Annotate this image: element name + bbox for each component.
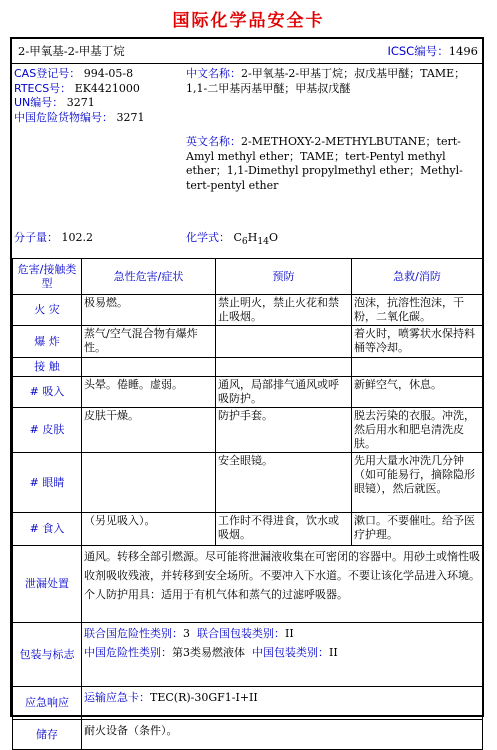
row-symptoms: （另见吸入）。: [82, 513, 216, 546]
row-prevention: 安全眼镜。: [216, 453, 352, 513]
row-type: # 眼睛: [13, 453, 82, 513]
formula-o: O: [269, 231, 279, 244]
emergency-info: [82, 687, 483, 720]
hazard-row-eyes: [13, 453, 483, 513]
row-symptoms: 头晕。倦睡。虚弱。: [82, 377, 216, 408]
formula-label: 化学式：: [186, 231, 230, 244]
en-name-label: 英文名称：: [186, 135, 241, 148]
cn-danger-row: [14, 111, 184, 126]
un-label: UN编号：: [14, 96, 64, 109]
cn-classification: [84, 643, 480, 662]
col-header-first-aid: 急救/消防: [352, 259, 483, 295]
packaging-info: [82, 623, 483, 687]
packaging-label: 包装与标志: [13, 623, 82, 687]
un-classification: [84, 624, 480, 643]
identifiers-section: [12, 64, 482, 220]
row-prevention: 工作时不得进食，饮水或吸烟。: [216, 513, 352, 546]
row-prevention: [216, 326, 352, 358]
row-symptoms: 皮肤干燥。: [82, 408, 216, 453]
chemical-name: 2-甲氧基-2-甲基丁烷: [18, 44, 125, 58]
cn-danger-label: 中国危险货物编号：: [14, 110, 113, 124]
row-type: 爆 炸: [13, 326, 82, 358]
molecular-weight: [14, 229, 93, 245]
properties-row: [12, 220, 482, 259]
col-header-symptoms: 急性危害/症状: [82, 259, 216, 295]
emergency-card-value: TEC(R)-30GF1-I+II: [150, 691, 258, 704]
un-pack-value: II: [285, 627, 294, 640]
cn-name-value: 2-甲氧基-2-甲基丁烷；叔戊基甲醚；TAME；1,1-二甲基丙基甲醚；甲基叔戊醚: [186, 67, 466, 95]
row-type: # 食入: [13, 513, 82, 546]
un-pack-label: 联合国包装类别：: [197, 627, 285, 640]
cn-class-label: 中国危险性类别：: [84, 646, 172, 659]
rtecs-row: [14, 82, 184, 97]
formula-c-sub: 6: [241, 236, 248, 248]
en-name-value: 2-METHOXY-2-METHYLBUTANE；tert-Amyl methyl ether；TAME；tert-Pentyl methyl ether；1,1-Dimethyl propylmethyl ether；Methyl-tert-pentyl ether: [186, 135, 463, 192]
packaging-row: [13, 623, 483, 687]
storage-row: [13, 720, 483, 750]
cn-name-label: 中文名称：: [186, 67, 241, 80]
un-value: 3271: [66, 96, 95, 109]
cn-pack-label: 中国包装类别：: [252, 646, 329, 659]
cn-class-value: 第3类易燃液体: [172, 646, 245, 659]
icsc-number: [387, 43, 478, 59]
card-title: 国际化学品安全卡: [172, 11, 325, 31]
row-first-aid: 脱去污染的衣服。冲洗，然后用水和肥皂清洗皮肤。: [352, 408, 483, 453]
row-type: 接 触: [13, 358, 82, 377]
col-header-prevention: 预防: [216, 259, 352, 295]
row-type: # 皮肤: [13, 408, 82, 453]
english-name: [186, 135, 480, 193]
row-symptoms: [82, 453, 216, 513]
cas-value: 994-05-8: [83, 67, 134, 80]
mw-label: 分子量：: [14, 231, 58, 244]
row-prevention: [216, 358, 352, 377]
cas-row: [14, 67, 184, 82]
cn-pack-value: II: [329, 646, 338, 659]
row-first-aid: 泡沫，抗溶性泡沫，干粉，二氧化碳。: [352, 295, 483, 326]
cas-label: CAS登记号：: [14, 67, 81, 80]
safety-card: [10, 37, 484, 741]
row-symptoms: 蒸气/空气混合物有爆炸性。: [82, 326, 216, 358]
emergency-card-label: 运输应急卡：: [84, 691, 150, 704]
row-symptoms: 极易燃。: [82, 295, 216, 326]
spill-text: 通风。转移全部引燃源。尽可能将泄漏液收集在可密闭的容器中。用砂土或惰性吸收剂吸收残液，并转移到安全场所。不要冲入下水道。不要让该化学品进入环境。个人防护用具：适用于有机气体和蒸气的过滤呼吸器。: [82, 546, 483, 623]
row-first-aid: [352, 358, 483, 377]
row-first-aid: 着火时，喷雾状水保持料桶等冷却。: [352, 326, 483, 358]
cn-danger-value: 3271: [116, 110, 145, 124]
un-class-label: 联合国危险性类别：: [84, 627, 183, 640]
chemical-formula: [186, 229, 278, 247]
storage-text: 耐火设备（条件）。: [82, 720, 483, 750]
registry-numbers: [14, 67, 184, 125]
icsc-value: 1496: [448, 44, 478, 58]
hazard-row-fire: [13, 295, 483, 326]
hazard-row-inhalation: [13, 377, 483, 408]
emergency-label: 应急响应: [13, 687, 82, 720]
storage-label: 储存: [13, 720, 82, 750]
spill-label: 泄漏处置: [13, 546, 82, 623]
row-symptoms: [82, 358, 216, 377]
emergency-row: [13, 687, 483, 720]
mw-value: 102.2: [61, 231, 93, 244]
row-prevention: 防护手套。: [216, 408, 352, 453]
rtecs-label: RTECS号：: [14, 81, 72, 95]
hazard-row-ingestion: [13, 513, 483, 546]
col-header-type: 危害/接触类型: [13, 259, 82, 295]
spill-row: [13, 546, 483, 623]
un-class-value: 3: [183, 627, 190, 640]
row-first-aid: 新鲜空气，休息。: [352, 377, 483, 408]
formula-h-sub: 14: [257, 236, 269, 248]
row-first-aid: 先用大量水冲洗几分钟（如可能易行，摘除隐形眼镜），然后就医。: [352, 453, 483, 513]
row-first-aid: 漱口。不要催吐。给予医疗护理。: [352, 513, 483, 546]
card-header: [12, 39, 482, 64]
row-type: 火 灾: [13, 295, 82, 326]
hazard-row-contact: [13, 358, 483, 377]
hazard-table-header: [13, 259, 483, 295]
un-row: [14, 96, 184, 111]
rtecs-value: EK4421000: [74, 81, 140, 95]
chinese-name: [186, 67, 480, 96]
formula-h: H: [247, 231, 258, 244]
formula-c: C: [233, 231, 242, 244]
hazard-table: [12, 258, 483, 750]
hazard-row-explosion: [13, 326, 483, 358]
row-type: # 吸入: [13, 377, 82, 408]
icsc-label: ICSC编号：: [387, 44, 449, 58]
row-prevention: 禁止明火，禁止火花和禁止吸烟。: [216, 295, 352, 326]
row-prevention: 通风，局部排气通风或呼吸防护。: [216, 377, 352, 408]
hazard-row-skin: [13, 408, 483, 453]
